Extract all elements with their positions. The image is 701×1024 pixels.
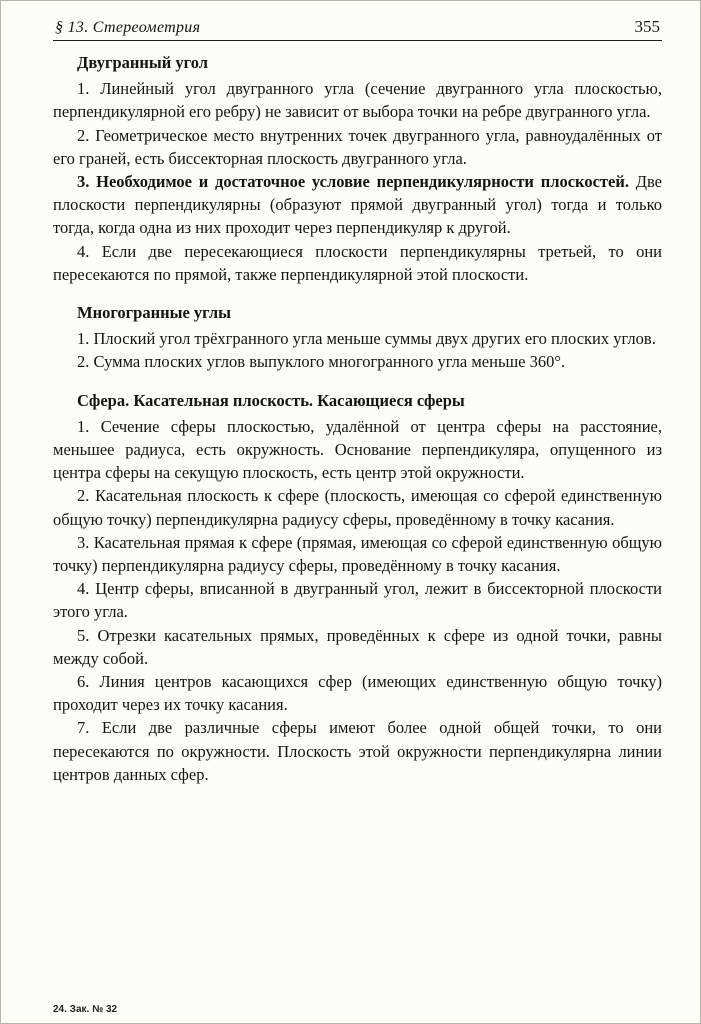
- printer-imprint: 24. Зак. № 32: [53, 1004, 118, 1015]
- paragraph: 5. Отрезки касательных прямых, проведённых к сфере из одной точки, равны между собой.: [53, 625, 662, 668]
- page-number: 355: [634, 17, 660, 36]
- page-header: [53, 17, 662, 40]
- paragraph: 6. Линия центров касающихся сфер (имеющих единственную общую точку) проходит через их точку касания.: [53, 672, 662, 715]
- page-content: [53, 51, 662, 786]
- section-sphere-tangent: [53, 389, 662, 786]
- paragraph: 2. Касательная плоскость к сфере (плоскость, имеющая со сферой единственную общую точку) перпендикулярна радиусу сферы, проведённому в точку касания.: [53, 486, 662, 529]
- section-heading: Двугранный угол: [77, 53, 209, 72]
- paragraph: 4. Центр сферы, вписанной в двугранный угол, лежит в биссекторной плоскости этого угла.: [53, 579, 662, 622]
- section-heading: Многогранные углы: [77, 303, 231, 323]
- paragraph: 2. Геометрическое место внутренних точек двугранного угла, равноудалённых от его граней, есть биссекторная плоскость двугранного угла.: [53, 125, 662, 168]
- paragraph: 2. Сумма плоских углов выпуклого многогранного угла меньше 360°.: [77, 352, 566, 372]
- paragraph: 1. Линейный угол двугранного угла (сечение двугранного угла плоскостью, перпендикулярной его ребру) не зависит от выбора точки на ребре двугранного угла.: [53, 79, 662, 122]
- paragraph-rest: Две плоскости перпендикулярны (образуют прямой двугранный угол) тогда и только тогда, когда одна из них проходит через перпендикуляр к другой.: [53, 172, 662, 238]
- section-polyhedral-angles: [53, 301, 662, 374]
- paragraph: 1. Сечение сферы плоскостью, удалённой от центра сферы на расстояние, меньшее радиуса, есть окружность. Основание перпендикуляра, опущенного из центра сферы на секущую плоскость, есть центр этой окружности.: [53, 416, 662, 483]
- paragraph: 4. Если две пересекающиеся плоскости перпендикулярны третьей, то они пересекаются по прямой, также перпендикулярной этой плоскости.: [53, 241, 662, 284]
- paragraph: 7. Если две различные сферы имеют более одной общей точки, то они пересекаются по окружности. Плоскость этой окружности перпендикулярна линии центров данных сфер.: [53, 718, 662, 784]
- paragraph-bold-lead: 3. Необходимое и достаточное условие перпендикулярности плоскостей.: [77, 172, 636, 192]
- paragraph: 3. Касательная прямая к сфере (прямая, имеющая со сферой единственную общую точку) перпендикулярна радиусу сферы, проведённому в точку касания.: [53, 532, 662, 576]
- section-dihedral-angle: [53, 51, 662, 286]
- section-heading: Сфера. Касательная плоскость. Касающиеся сферы: [77, 390, 465, 410]
- paragraph: [53, 170, 662, 240]
- header-rule: [53, 40, 662, 41]
- running-section-title: § 13. Стереометрия: [55, 19, 201, 36]
- paragraph: 1. Плоский угол трёхгранного угла меньше суммы двух других его плоских углов.: [77, 329, 656, 349]
